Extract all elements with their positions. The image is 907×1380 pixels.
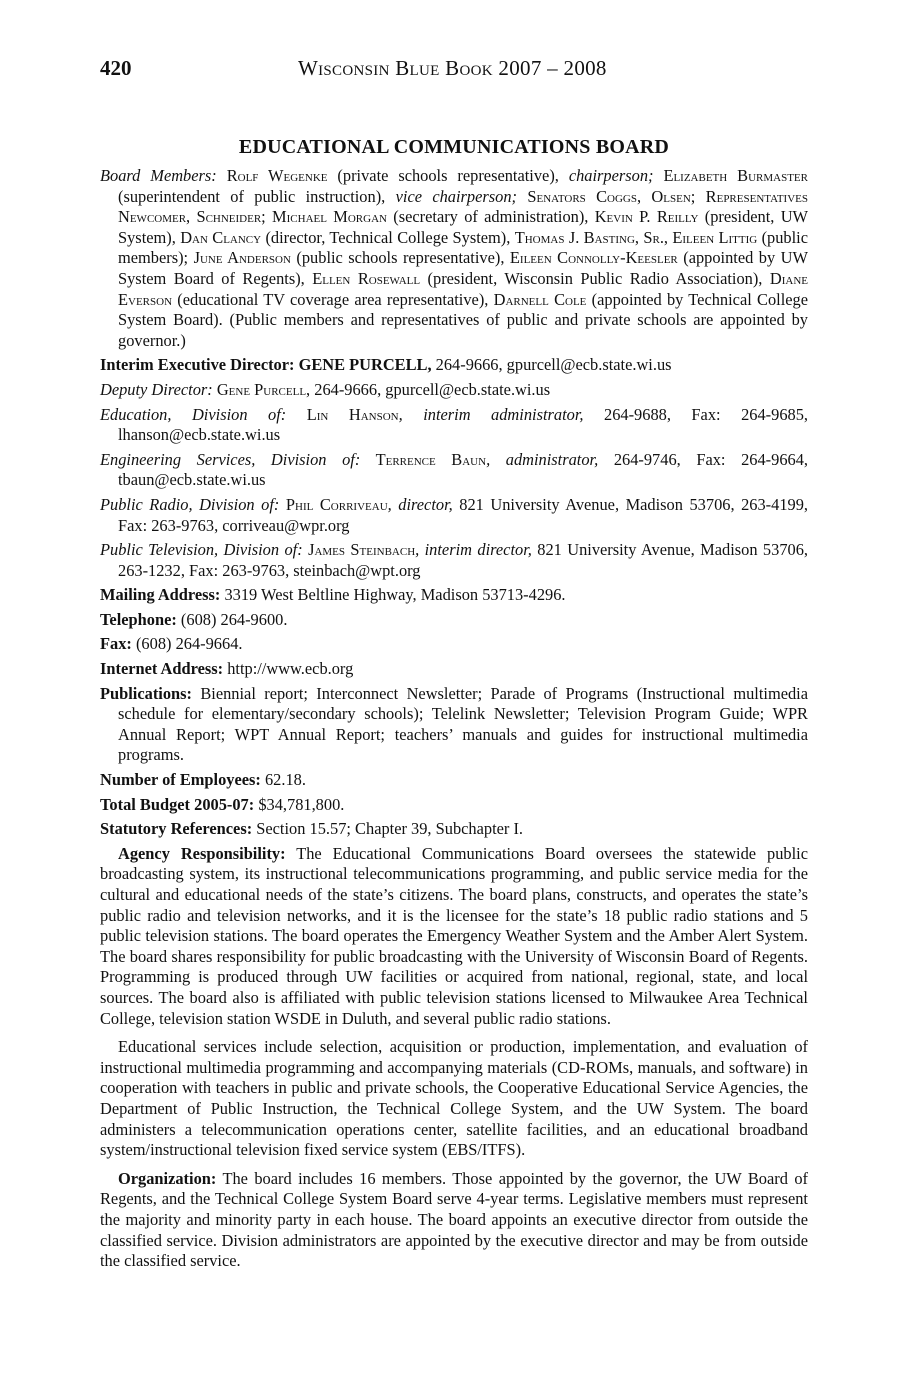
agency-responsibility-text: The Educational Communications Board oversees the statewide public broadcasting system, its instructional telecommunications programming, and public service media for the cultural and educational needs of the state’s citizens. The board plans, constructs, and operates the state’s public radio and television networks, and it is the licensee for the state’s 18 public radio stations and 5 public television stations. The board operates the Emergency Weather System and the Amber Alert System. The board shares responsibility for public broadcasting with the University of Wisconsin Board of Regents. Programming is produced through UW facilities or acquired from national, regional, state, and local sources. The board also is affiliated with public television stations licensed to Milwaukee Area Technical College, television station WSDE in Duluth, and several public radio stations. bbox=[100, 843, 808, 1028]
member-desc: (public schools representative), bbox=[290, 248, 510, 268]
statutory-entry bbox=[100, 819, 808, 840]
member-name: Dan Clancy bbox=[180, 227, 262, 247]
publications-label: Publications: bbox=[100, 683, 192, 703]
fax-entry bbox=[100, 634, 808, 655]
employees-label: Number of Employees: bbox=[100, 770, 261, 790]
organization-text: The board includes 16 members. Those appointed by the governor, the UW Board of Regents, and the Technical College System Board serve 4-year terms. Legislative members must represent the majority and minority party in each house. The board appoints an executive director from outside the classified service. Division administrators are appointed by the executive director and may be from outside the classified service. bbox=[100, 1168, 808, 1271]
member-desc: (superintendent of public instruction), bbox=[118, 186, 396, 206]
telephone-label: Telephone: bbox=[100, 609, 177, 629]
employees-value: 62.18. bbox=[260, 770, 306, 790]
member-desc: (secretary of administration), bbox=[386, 207, 595, 227]
member-desc: (public members); bbox=[118, 227, 809, 268]
engineering-division-label: Engineering Services, Division of: bbox=[100, 449, 361, 469]
member-desc: (educational TV coverage area representative), bbox=[172, 289, 494, 309]
radio-division-name: Phil Corriveau bbox=[279, 494, 388, 514]
mailing-address-label: Mailing Address: bbox=[100, 585, 221, 605]
member-role: vice chairperson; bbox=[395, 186, 518, 206]
budget-label: Total Budget 2005-07: bbox=[100, 794, 255, 814]
organization-paragraph bbox=[100, 1169, 808, 1272]
member-desc: (director, Technical College System), bbox=[261, 227, 515, 247]
fax-value: (608) 264-9664. bbox=[131, 634, 243, 654]
internet-address-label: Internet Address: bbox=[100, 659, 224, 679]
telephone-value: (608) 264-9600. bbox=[176, 609, 288, 629]
member-name: June Anderson bbox=[193, 248, 291, 268]
board-members-label: Board Members: bbox=[100, 166, 217, 185]
member-name: Thomas J. Basting, Sr., Eileen Littig bbox=[514, 227, 758, 247]
interim-director-entry bbox=[100, 355, 808, 376]
deputy-director-name: Gene Purcell bbox=[212, 379, 307, 399]
interim-director-label: Interim Executive Director: GENE PURCELL, bbox=[100, 355, 432, 375]
deputy-director-value: , 264-9666, gpurcell@ecb.state.wi.us bbox=[306, 379, 551, 399]
publications-entry bbox=[100, 684, 808, 766]
radio-division-role: , director, bbox=[387, 494, 453, 514]
engineering-division-value: 264-9746, Fax: 264-9664, tbaun@ecb.state.wi.us bbox=[118, 449, 808, 490]
budget-value: $34,781,800. bbox=[254, 794, 345, 814]
education-division-label: Education, Division of: bbox=[100, 404, 287, 424]
member-desc: (appointed by Technical College System Board). (Public members and representatives of public and private schools are appointed by governor.) bbox=[118, 289, 808, 350]
deputy-director-label: Deputy Director: bbox=[100, 379, 213, 399]
tv-division-role: , interim director, bbox=[415, 540, 532, 560]
organization-label: Organization: bbox=[118, 1168, 217, 1188]
board-members-entry bbox=[100, 166, 808, 351]
mailing-address-value: 3319 West Beltline Highway, Madison 53713-4296. bbox=[220, 585, 566, 605]
member-desc: (president, UW System), bbox=[118, 207, 809, 247]
member-name: Elizabeth Burmaster bbox=[653, 166, 808, 185]
tv-division-value: 821 University Avenue, Madison 53706, 263-1232, Fax: 263-9763, steinbach@wpt.org bbox=[118, 540, 808, 580]
internet-address-value: http://www.ecb.org bbox=[223, 659, 354, 679]
engineering-division-name: Terrence Baun bbox=[360, 449, 487, 469]
radio-division-entry bbox=[100, 495, 808, 536]
educational-services-paragraph: Educational services include selection, acquisition or production, implementation, and evaluation of instructional multimedia programming and accompanying materials (CD-ROMs, manuals, and software) in cooperation with teachers in public and private schools, the Cooperative Educational Service Agencies, the Department of Public Instruction, the Technical College System, and the UW System. The board administers a telecommunication operations center, satellite facilities, and an educational broadband system/instructional television fixed service system (EBS/ITFS). bbox=[100, 1037, 808, 1160]
tv-division-name: James Steinbach bbox=[302, 540, 416, 560]
internet-address-entry bbox=[100, 659, 808, 680]
member-name: Michael Morgan bbox=[265, 207, 387, 227]
article bbox=[100, 134, 808, 1276]
member-desc: (appointed by UW System Board of Regents), bbox=[118, 248, 808, 288]
education-division-entry bbox=[100, 405, 808, 446]
member-desc: (private schools representative), bbox=[327, 166, 569, 185]
telephone-entry bbox=[100, 610, 808, 631]
tv-division-entry bbox=[100, 540, 808, 581]
tv-division-label: Public Television, Division of: bbox=[100, 540, 303, 560]
member-role: chairperson; bbox=[568, 166, 654, 185]
education-division-value: 264-9688, Fax: 264-9685, lhanson@ecb.state.wi.us bbox=[118, 404, 808, 445]
mailing-address-entry bbox=[100, 585, 808, 606]
member-name: Kevin P. Reilly bbox=[594, 207, 699, 227]
publications-value: Biennial report; Interconnect Newsletter; Parade of Programs (Instructional multimedia schedule for elementary/secondary schools); Telelink Newsletter; Television Program Guide; WPR Annual Report; WPT Annual Report; teachers’ manuals and guides for instructional multimedia programs. bbox=[118, 683, 808, 765]
engineering-division-role: , administrator, bbox=[486, 449, 599, 469]
agency-responsibility-label: Agency Responsibility: bbox=[118, 843, 286, 863]
statutory-label: Statutory References: bbox=[100, 819, 253, 839]
deputy-director-entry bbox=[100, 380, 808, 401]
book-title: Wisconsin Blue Book 2007 – 2008 bbox=[298, 56, 607, 80]
representatives: Representatives Newcomer, Schneider; bbox=[118, 186, 808, 227]
member-desc: (president, Wisconsin Public Radio Association), bbox=[420, 268, 770, 288]
member-name: Rolf Wegenke bbox=[226, 166, 328, 185]
statutory-value: Section 15.57; Chapter 39, Subchapter I. bbox=[252, 819, 524, 839]
page-title: EDUCATIONAL COMMUNICATIONS BOARD bbox=[238, 136, 670, 158]
education-division-name: Lin Hanson bbox=[286, 404, 399, 424]
engineering-division-entry bbox=[100, 450, 808, 491]
agency-responsibility-paragraph bbox=[100, 844, 808, 1029]
member-name: Darnell Cole bbox=[493, 289, 587, 309]
budget-entry bbox=[100, 795, 808, 816]
member-name: Ellen Rosewall bbox=[312, 268, 421, 288]
radio-division-label: Public Radio, Division of: bbox=[100, 494, 280, 514]
member-name: Diane Everson bbox=[118, 268, 808, 309]
employees-entry bbox=[100, 770, 808, 791]
senators: Senators Coggs, Olsen; bbox=[517, 186, 696, 206]
education-division-role: , interim administrator, bbox=[398, 404, 584, 424]
page-number: 420 bbox=[100, 56, 132, 80]
member-name: Eileen Connolly-Keesler bbox=[509, 248, 678, 268]
fax-label: Fax: bbox=[100, 634, 132, 654]
interim-director-value: 264-9666, gpurcell@ecb.state.wi.us bbox=[431, 355, 672, 375]
radio-division-value: 821 University Avenue, Madison 53706, 263-4199, Fax: 263-9763, corriveau@wpr.org bbox=[118, 494, 809, 535]
